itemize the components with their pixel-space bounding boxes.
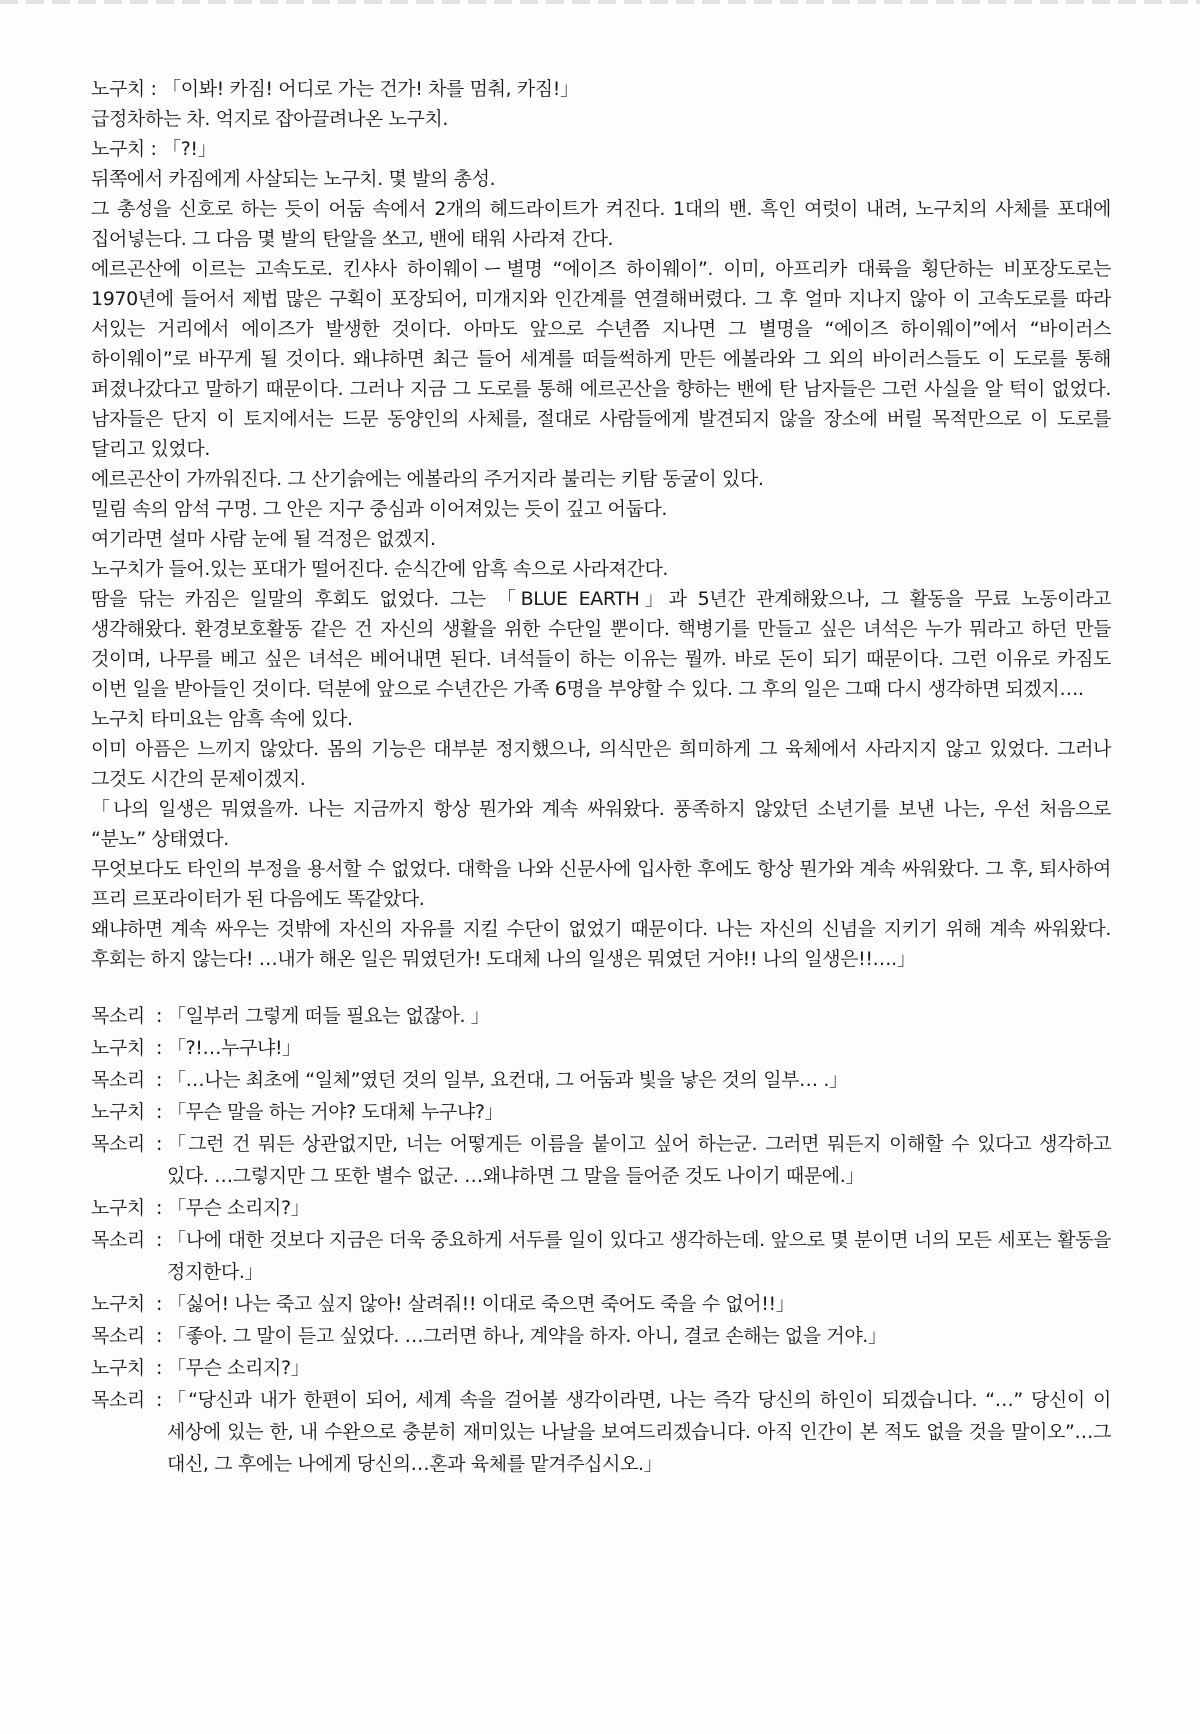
dialogue-line — [91, 1224, 1111, 1288]
dialogue-line — [91, 1000, 1111, 1032]
scan-edge-artifact — [0, 0, 1200, 4]
dialogue-line — [91, 1096, 1111, 1128]
dialogue-line — [91, 1032, 1111, 1064]
speaker-colon: : — [155, 1069, 162, 1091]
speech-text: 「일부러 그렇게 떠들 필요는 없잖아. 」 — [167, 1005, 490, 1027]
speech-text: 「나에 대한 것보다 지금은 더욱 중요하게 서두를 일이 있다고 생각하는데. 앞으로 몇 분이면 너의 모든 세포는 활동을 정지한다.」 — [167, 1229, 1111, 1283]
paragraph: 왜냐하면 계속 싸우는 것밖에 자신의 자유를 지킬 수단이 없었기 때문이다. 나는 자신의 신념을 지키기 위해 계속 싸워왔다. 후회는 하지 않는다! …내가 해온 일은 뭐였던가! 도대체 나의 일생은 뭐였던 거야!! 나의 일생은!!….」 — [91, 918, 1111, 970]
paragraph: 땀을 닦는 카짐은 일말의 후회도 없었다. 그는 「BLUE EARTH」과 5년간 관계해왔으나, 그 활동을 무료 노동이라고 생각해왔다. 환경보호활동 같은 건 자신의 생활을 위한 수단일 뿐이다. 핵병기를 만들고 싶은 녀석은 누가 뭐라고 하던 만들 것이며, 나무를 베고 싶은 녀석은 베어내면 된다. 녀석들이 하는 이유는 뭘까. 바로 돈이 되기 때문이다. 그런 이유로 카짐도 이번 일을 받아들인 것이다. 덕분에 앞으로 수년간은 가족 6명을 부양할 수 있다. 그 후의 일은 그때 다시 생각하면 되겠지…. — [91, 588, 1111, 700]
speaker-name: 노구치 — [91, 1037, 145, 1059]
speaker-colon: : — [155, 1325, 162, 1347]
speaker-name: 노구치 — [91, 1101, 145, 1123]
speech-text: 「“당신과 내가 한편이 되어, 세계 속을 걸어볼 생각이라면, 나는 즉각 당신의 하인이 되겠습니다. “…” 당신이 이 세상에 있는 한, 내 수완으로 충분히 재미있는 나날을 보여드리겠습니다. 아직 인간이 본 적도 없을 것을 말이오”…그 대신, 그 후에는 나에게 당신의…혼과 육체를 맡겨주십시오.」 — [167, 1389, 1111, 1475]
speech-text: 「…나는 최초에 “일체”였던 것의 일부, 요컨대, 그 어둠과 빛을 낳은 것의 일부… .」 — [167, 1069, 848, 1091]
paragraph: 그 총성을 신호로 하는 듯이 어둠 속에서 2개의 헤드라이트가 켜진다. 1대의 밴. 흑인 여럿이 내려, 노구치의 사체를 포대에 집어넣는다. 그 다음 몇 발의 탄알을 쏘고, 밴에 태워 사라져 간다. — [91, 198, 1111, 250]
speaker-name: 목소리 — [91, 1229, 145, 1251]
dialogue-line — [91, 1384, 1111, 1480]
speaker-name: 노구치 — [91, 1293, 145, 1315]
speaker-colon: : — [155, 1197, 162, 1219]
speaker-name: 목소리 — [91, 1133, 145, 1155]
dialogue-line — [91, 1128, 1111, 1192]
dialogue-line — [91, 1352, 1111, 1384]
paragraph: 노구치 타미요는 암흑 속에 있다. — [91, 708, 353, 730]
speaker-name: 노구치 — [91, 1357, 145, 1379]
paragraph: 이미 아픔은 느끼지 않았다. 몸의 기능은 대부분 정지했으나, 의식만은 희미하게 그 육체에서 사라지지 않고 있었다. 그러나 그것도 시간의 문제이겠지. — [91, 738, 1111, 790]
paragraph: 여기라면 설마 사람 눈에 될 걱정은 없겠지. — [91, 528, 436, 550]
speech-text: 「?!…누구냐!」 — [167, 1037, 301, 1059]
speech-text: 「좋아. 그 말이 듣고 싶었다. …그러면 하나, 계약을 하자. 아니, 결코 손해는 없을 거야.」 — [167, 1325, 887, 1347]
paragraph: 에르곤산에 이르는 고속도로. 킨샤사 하이웨이ー별명 “에이즈 하이웨이”. 이미, 아프리카 대륙을 횡단하는 비포장도로는 1970년에 들어서 제법 많은 구획이 포장되어, 미개지와 인간계를 연결해버렸다. 그 후 얼마 지나지 않아 이 고속도로를 따라 서있는 거리에서 에이즈가 발생한 것이다. 아마도 앞으로 수년쯤 지나면 그 별명을 “에이즈 하이웨이”에서 “바이러스 하이웨이”로 바꾸게 될 것이다. 왜냐하면 최근 들어 세계를 떠들썩하게 만든 에볼라와 그 외의 바이러스들도 이 도로를 통해 퍼졌나갔다고 말하기 때문이다. 그러나 지금 그 도로를 통해 에르곤산을 향하는 밴에 탄 남자들은 그런 사실을 알 턱이 없었다. 남자들은 단지 이 토지에서는 드문 동양인의 사체를, 절대로 사람들에게 발견되지 않을 장소에 버릴 목적만으로 이 도로를 달리고 있었다. — [91, 258, 1111, 460]
paragraph: 급정차하는 차. 억지로 잡아끌려나온 노구치. — [91, 108, 449, 130]
dialogue-line — [91, 1064, 1111, 1096]
speech-text: 「무슨 소리지?」 — [167, 1357, 310, 1379]
dialogue-line — [91, 1320, 1111, 1352]
speaker-name: 목소리 — [91, 1005, 145, 1027]
speaker-name: 노구치 — [91, 1197, 145, 1219]
speaker-colon: : — [155, 1133, 162, 1155]
speech-text: 「그런 건 뭐든 상관없지만, 너는 어떻게든 이름을 붙이고 싶어 하는군. 그러면 뭐든지 이해할 수 있다고 생각하고 있다. …그렇지만 그 또한 별수 없군. …왜냐하면 그 말을 들어준 것도 나이기 때문에.」 — [167, 1133, 1111, 1187]
speech-text: 「무슨 소리지?」 — [167, 1197, 310, 1219]
speech-text: 「무슨 말을 하는 거야? 도대체 누구냐?」 — [167, 1101, 504, 1123]
speaker-name: 목소리 — [91, 1069, 145, 1091]
speech-text: 「싫어! 나는 죽고 싶지 않아! 살려줘!! 이대로 죽으면 죽어도 죽을 수 없어!!」 — [167, 1293, 795, 1315]
paragraph: 무엇보다도 타인의 부정을 용서할 수 없었다. 대학을 나와 신문사에 입사한 후에도 항상 뭔가와 계속 싸워왔다. 그 후, 퇴사하여 프리 르포라이터가 된 다음에도 똑같았다. — [91, 858, 1111, 910]
speaker-colon: : — [155, 1005, 162, 1027]
section-gap — [91, 974, 1111, 1000]
paragraph: 「나의 일생은 뭐였을까. 나는 지금까지 항상 뭔가와 계속 싸워왔다. 풍족하지 않았던 소년기를 보낸 나는, 우선 처음으로 “분노” 상태였다. — [91, 798, 1111, 850]
speaker-colon: : — [155, 1229, 162, 1251]
paragraph: 밀림 속의 암석 구멍. 그 안은 지구 중심과 이어져있는 듯이 깊고 어둡다. — [91, 498, 668, 520]
speaker-name: 목소리 — [91, 1389, 145, 1411]
paragraph: 노구치 : 「이봐! 카짐! 어디로 가는 건가! 차를 멈춰, 카짐!」 — [91, 78, 579, 100]
paragraph: 뒤쪽에서 카짐에게 사살되는 노구치. 몇 발의 총성. — [91, 168, 496, 190]
document-body — [91, 74, 1111, 1480]
paragraph: 노구치 : 「?!」 — [91, 138, 217, 160]
speaker-colon: : — [155, 1293, 162, 1315]
speaker-colon: : — [155, 1357, 162, 1379]
paragraph: 노구치가 들어.있는 포대가 떨어진다. 순식간에 암흑 속으로 사라져간다. — [91, 558, 669, 580]
dialogue-line — [91, 1192, 1111, 1224]
speaker-colon: : — [155, 1101, 162, 1123]
speaker-name: 목소리 — [91, 1325, 145, 1347]
dialogue-line — [91, 1288, 1111, 1320]
paragraph: 에르곤산이 가까워진다. 그 산기슭에는 에볼라의 주거지라 불리는 키탐 동굴이 있다. — [91, 468, 764, 490]
speaker-colon: : — [155, 1389, 162, 1411]
speaker-colon: : — [155, 1037, 162, 1059]
